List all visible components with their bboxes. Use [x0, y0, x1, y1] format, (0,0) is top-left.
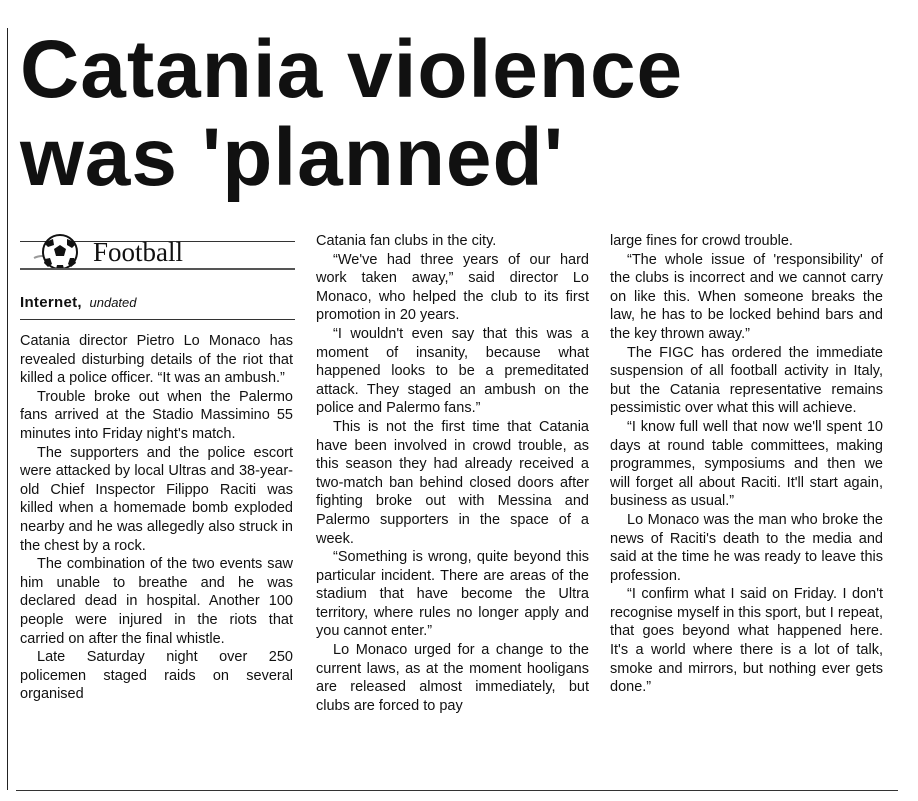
paragraph: This is not the first time that Catania have been involved in crowd trouble, as this season they had already received a two-match ban behind closed doors after fighting broke out with Messina and Palermo supporters in the space of a week.: [316, 418, 589, 547]
headline-line-1: Catania violence: [20, 24, 684, 115]
paragraph: Lo Monaco was the man who broke the news of Raciti's death to the media and said at the time he was ready to leave this profession.: [610, 511, 883, 584]
article-column-3: [610, 232, 883, 697]
paragraph: “We've had three years of our hard work taken away,” said director Lo Monaco, who helped the club to its first promotion in 20 years.: [316, 251, 589, 324]
headline-line-2: was 'planned': [20, 112, 565, 203]
headline: [20, 26, 900, 202]
article-column-1: [20, 332, 293, 704]
paragraph: The supporters and the police escort were attacked by local Ultras and 38-year-old Chief Inspector Filippo Raciti was killed when a homemade bomb exploded nearby and he was allegedly also struck in the chest by a rock.: [20, 444, 293, 554]
dateline-place: Internet,: [20, 294, 82, 311]
paragraph: “I wouldn't even say that this was a moment of insanity, because what happened looks to be a premeditated attack. They staged an ambush on the police and Palermo fans.”: [316, 325, 589, 417]
paragraph: Trouble broke out when the Palermo fans arrived at the Stadio Massimino 55 minutes into Friday night's match.: [20, 388, 293, 442]
column-rule-left: [7, 28, 8, 790]
paragraph: Late Saturday night over 250 policemen staged raids on several organised: [20, 649, 293, 703]
football-icon: [32, 232, 80, 272]
dateline: [20, 294, 295, 312]
article-column-2: [316, 232, 589, 715]
dateline-date: undated: [89, 295, 137, 310]
section-label: Football: [93, 237, 184, 267]
paragraph: “I confirm what I said on Friday. I don't recognise myself in this sport, but I repeat, that goes beyond what happened here. It's a world where there is a lot of talk, smoke and mirrors, but nothing ever gets done.”: [610, 586, 883, 696]
paragraph: The FIGC has ordered the immediate suspension of all football activity in Italy, but the Catania representative remains pessimistic over what this will achieve.: [610, 344, 883, 417]
paragraph: “Something is wrong, quite beyond this particular incident. There are areas of the stadium that have become the Ultra territory, where rules no longer apply and you cannot enter.”: [316, 549, 589, 640]
paragraph: Catania fan clubs in the city.: [316, 233, 497, 249]
paragraph: Lo Monaco urged for a change to the current laws, as at the moment hooligans are released almost immediately, but clubs are forced to pay: [316, 642, 589, 714]
paragraph: “The whole issue of 'responsibility' of the clubs is incorrect and we cannot carry on like this. When someone breaks the law, he has to be locked behind bars and the key thrown away.”: [610, 251, 883, 342]
paragraph: The combination of the two events saw him unable to breathe and he was declared dead in hospital. Another 100 people were injured in the riots that carried on after the final whistle.: [20, 556, 293, 647]
paragraph: “I know full well that now we'll spent 10 days at round table committees, making programmes, symposiums and then we will forget all about Raciti. It'll start again, business as usual.”: [610, 418, 883, 510]
bottom-rule: [16, 790, 898, 791]
dateline-rule: [20, 319, 295, 320]
paragraph: Catania director Pietro Lo Monaco has revealed disturbing details of the riot that killed a police officer. “It was an ambush.”: [20, 333, 293, 387]
section-rule-bottom: [20, 268, 295, 270]
paragraph: large fines for crowd trouble.: [610, 233, 793, 249]
